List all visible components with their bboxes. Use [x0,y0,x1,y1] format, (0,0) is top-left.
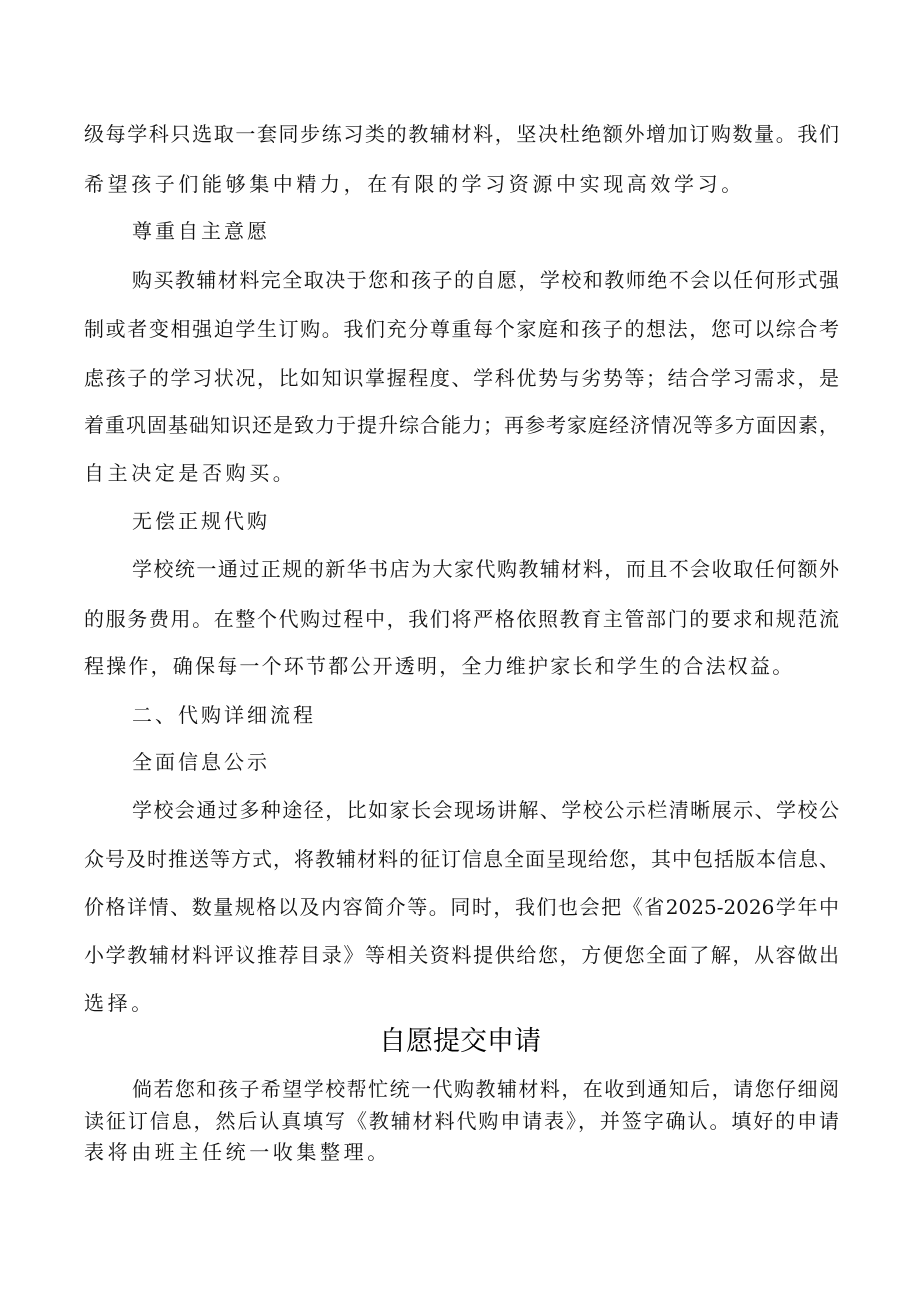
paragraph-line: 价格详情、数量规格以及内容简介等。同时，我们也会把《省2025-2026学年中 [84,895,839,919]
paragraph-line: 读征订信息，然后认真填写《教辅材料代购申请表》，并签字确认。填好的申请 [84,1109,839,1133]
paragraph-line: 众号及时推送等方式，将教辅材料的征订信息全面呈现给您，其中包括版本信息、 [84,847,839,871]
subheading-free-purchase: 无偿正规代购 [132,509,270,533]
subheading-respect-choice: 尊重自主意愿 [132,219,270,243]
paragraph-line: 希望孩子们能够集中精力，在有限的学习资源中实现高效学习。 [84,172,745,196]
paragraph-line: 虑孩子的学习状况，比如知识掌握程度、学科优势与劣势等；结合学习需求，是 [84,366,839,390]
paragraph-line: 制或者变相强迫学生订购。我们充分尊重每个家庭和孩子的想法，您可以综合考 [84,317,839,341]
section-heading-process: 二、代购详细流程 [132,703,316,727]
paragraph-line: 小学教辅材料评议推荐目录》等相关资料提供给您，方便您全面了解，从容做出 [84,943,839,967]
paragraph-line: 倘若您和孩子希望学校帮忙统一代购教辅材料，在收到通知后，请您仔细阅 [132,1077,839,1101]
paragraph-line: 表将由班主任统一收集整理。 [84,1140,391,1164]
paragraph-line: 级每学科只选取一套同步练习类的教辅材料，坚决杜绝额外增加订购数量。我们 [84,122,839,146]
paragraph-line: 学校会通过多种途径，比如家长会现场讲解、学校公示栏清晰展示、学校公 [132,798,839,822]
paragraph-line: 自主决定是否购买。 [84,461,297,485]
paragraph-line: 程操作，确保每一个环节都公开透明，全力维护家长和学生的合法权益。 [84,654,795,678]
paragraph-line: 购买教辅材料完全取决于您和孩子的自愿，学校和教师绝不会以任何形式强 [132,268,839,292]
paragraph-line: 的服务费用。在整个代购过程中，我们将严格依照教育主管部门的要求和规范流 [84,607,839,631]
paragraph-line: 学校统一通过正规的新华书店为大家代购教辅材料，而且不会收取任何额外 [132,557,839,581]
paragraph-line: 选择。 [84,991,155,1015]
subheading-info-disclosure: 全面信息公示 [132,750,270,774]
paragraph-line: 着重巩固基础知识还是致力于提升综合能力；再参考家庭经济情况等多方面因素， [84,413,839,437]
section-title-apply: 自愿提交申请 [379,1026,541,1057]
